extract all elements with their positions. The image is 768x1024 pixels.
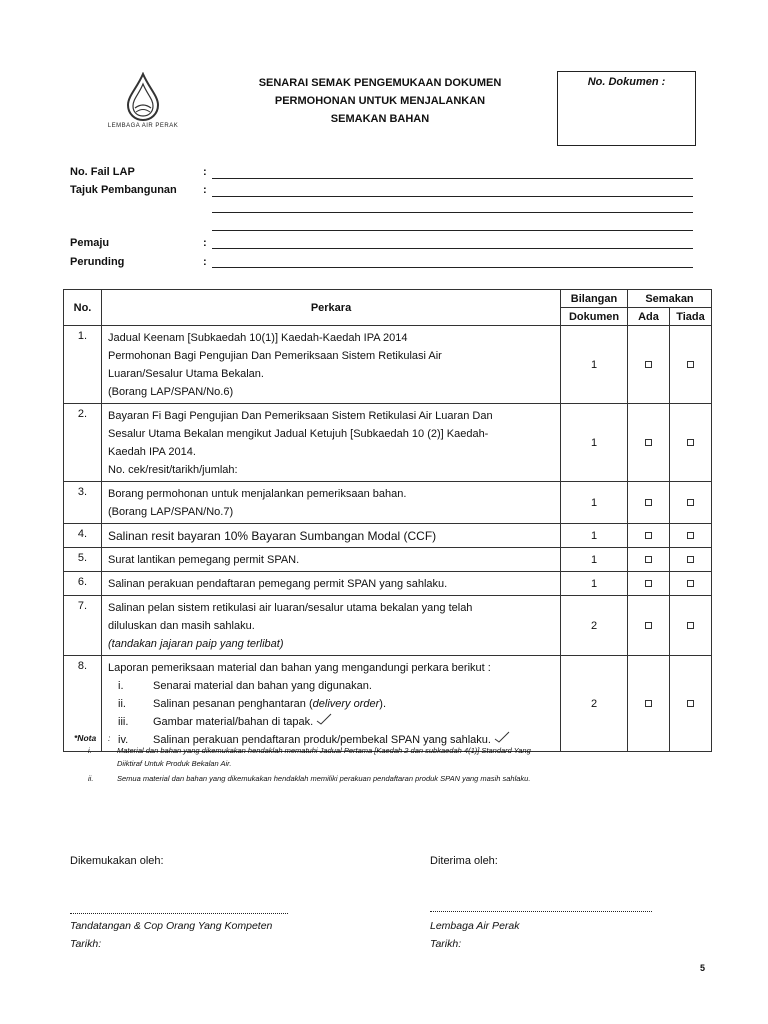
logo <box>88 72 198 142</box>
checkbox-tiada[interactable] <box>687 439 694 446</box>
list-item: i. Senarai material dan bahan yang digunakan. <box>118 680 372 692</box>
tick-mark-icon <box>316 713 332 725</box>
list-item: iv. Salinan perakuan pendaftaran produk/pembekal SPAN yang sahlaku. <box>108 731 554 749</box>
pemaju-label: Pemaju <box>70 237 110 249</box>
header-perkara: Perkara <box>102 290 561 326</box>
checkbox-tiada[interactable] <box>687 499 694 506</box>
fail-lap-line[interactable] <box>212 178 693 179</box>
note-item-2: Semua material dan bahan yang dikemukakan hendaklah memiliki perakuan pendaftaran produk SPAN yang masih sahlaku. <box>117 774 531 783</box>
checkbox-ada[interactable] <box>645 580 652 587</box>
checkbox-tiada[interactable] <box>687 361 694 368</box>
table-row: 5. Surat lantikan pemegang permit SPAN. 1 <box>64 548 712 572</box>
fail-lap-label: No. Fail LAP <box>70 166 135 178</box>
header-tiada: Tiada <box>670 308 712 326</box>
page-number: 5 <box>700 963 706 973</box>
checkbox-tiada[interactable] <box>687 556 694 563</box>
checkbox-ada[interactable] <box>645 532 652 539</box>
checkbox-tiada[interactable] <box>687 622 694 629</box>
checkbox-ada[interactable] <box>645 556 652 563</box>
tajuk-line-3[interactable] <box>212 230 693 231</box>
list-item: ii. Salinan pesanan penghantaran (delivery order). <box>118 698 387 710</box>
table-row: 4. Salinan resit bayaran 10% Bayaran Sumbangan Modal (CCF) 1 <box>64 524 712 548</box>
header-no: No. <box>64 290 102 326</box>
tajuk-line-2[interactable] <box>212 212 693 213</box>
checkbox-ada[interactable] <box>645 700 652 707</box>
checkbox-tiada[interactable] <box>687 580 694 587</box>
header-bilangan: Bilangan <box>561 290 628 308</box>
document-title: SENARAI SEMAK PENGEMUKAAN DOKUMEN PERMOHONAN UNTUK MENJALANKAN SEMAKAN BAHAN <box>258 77 502 125</box>
tajuk-line-1[interactable] <box>212 196 693 197</box>
note-item-1: Material dan bahan yang dikemukakan hendaklah mematuhi Jadual Pertama [Kaedah 2 dan subkaedah 4(1)] Standard Yang Diiktiraf Untuk Produk Bekalan Air. <box>117 746 531 768</box>
tick-mark-icon <box>494 731 510 743</box>
perunding-line[interactable] <box>212 267 693 268</box>
receiver-signature-line[interactable] <box>430 911 652 912</box>
submitter-signature-line[interactable] <box>70 913 288 914</box>
perunding-label: Perunding <box>70 256 125 268</box>
header-dokumen: Dokumen <box>561 308 628 326</box>
checkbox-tiada[interactable] <box>687 700 694 707</box>
table-row: 7. Salinan pelan sistem retikulasi air luaran/sesalur utama bekalan yang telah diluluskan dan masih sahlaku. (tandakan jajaran paip yang terlibat) 2 <box>64 596 712 656</box>
table-row: 2. Bayaran Fi Bagi Pengujian Dan Pemeriksaan Sistem Retikulasi Air Luaran Dan Sesalur Utama Bekalan mengikut Jadual Ketujuh [Subkaedah 10 (2)] Kaedah- Kaedah IPA 2014. No. cek/resit/tarikh/jumlah: 1 <box>64 404 712 482</box>
checkbox-ada[interactable] <box>645 361 652 368</box>
logo-text: LEMBAGA AIR PERAK <box>107 123 179 129</box>
checklist-table <box>63 289 712 752</box>
received-by-label: Diterima oleh: <box>430 855 498 867</box>
checkbox-ada[interactable] <box>645 622 652 629</box>
list-item: iii. Gambar material/bahan di tapak. <box>108 713 554 731</box>
header-ada: Ada <box>628 308 670 326</box>
table-row: 6. Salinan perakuan pendaftaran pemegang permit SPAN yang sahlaku. 1 <box>64 572 712 596</box>
header-semakan: Semakan <box>628 290 712 308</box>
table-row: 1. Jadual Keenam [Subkaedah 10(1)] Kaedah-Kaedah IPA 2014 Permohonan Bagi Pengujian Dan Pemeriksaan Sistem Retikulasi Air Luaran/Sesalur Utama Bekalan. (Borang LAP/SPAN/No.6) 1 <box>64 326 712 404</box>
notes-heading: *Nota : <box>74 733 111 743</box>
water-drop-logo-icon <box>123 72 163 122</box>
document-number-label: No. Dokumen : <box>587 76 666 88</box>
checkbox-tiada[interactable] <box>687 532 694 539</box>
submitted-by-label: Dikemukakan oleh: <box>70 855 164 867</box>
checkbox-ada[interactable] <box>645 499 652 506</box>
document-number-box[interactable] <box>557 71 696 146</box>
table-row: 8. Laporan pemeriksaan material dan bahan yang mengandungi perkara berikut : i. Senarai material dan bahan yang digunakan. ii. Salinan pesanan penghantaran (delivery order). iii. Gambar material/bahan di tapak. iv. Salinan perakuan pendaftaran produk/pembekal SPAN yang sahlaku. 2 <box>64 656 712 752</box>
pemaju-line[interactable] <box>212 248 693 249</box>
tajuk-label: Tajuk Pembangunan <box>70 184 177 196</box>
table-row: 3. Borang permohonan untuk menjalankan pemeriksaan bahan. (Borang LAP/SPAN/No.7) 1 <box>64 482 712 524</box>
checkbox-ada[interactable] <box>645 439 652 446</box>
